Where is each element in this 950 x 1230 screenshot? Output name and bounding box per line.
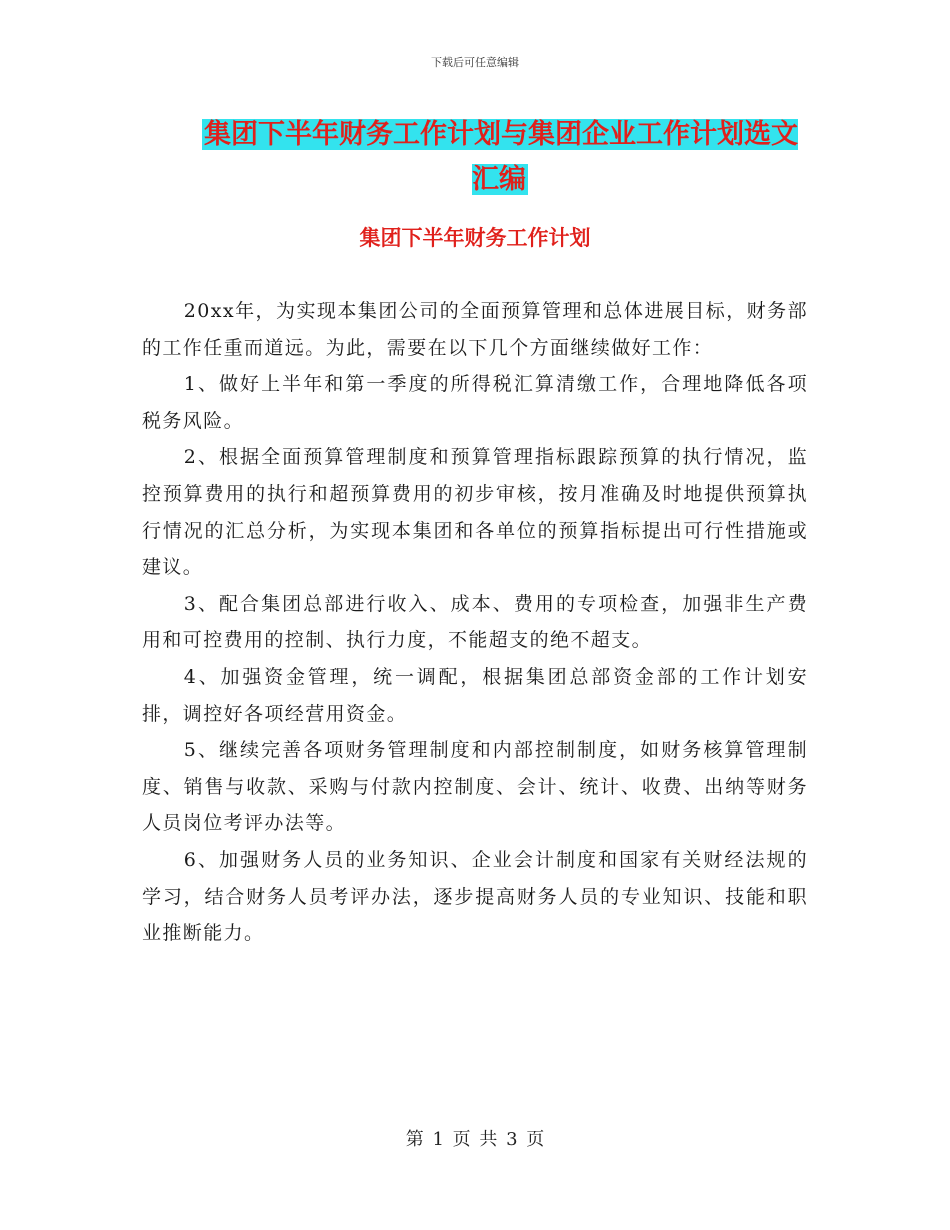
item-paragraph-4: 4、加强资金管理，统一调配，根据集团总部资金部的工作计划安排，调控好各项经营用资金。 <box>142 665 808 725</box>
header-note: 下载后可任意编辑 <box>431 56 519 69</box>
section-title: 集团下半年财务工作计划 <box>359 226 591 250</box>
page-footer: 第 1 页 共 3 页 <box>405 1129 545 1150</box>
document-title-highlight: 集团下半年财务工作计划与集团企业工作计划选文汇编 <box>204 119 798 195</box>
document-body <box>142 293 808 952</box>
document-title <box>190 112 810 202</box>
item-paragraph-1: 1、做好上半年和第一季度的所得税汇算清缴工作，合理地降低各项税务风险。 <box>142 373 808 432</box>
item-paragraph-2: 2、根据全面预算管理制度和预算管理指标跟踪预算的执行情况，监控预算费用的执行和超预算费用的初步审核，按月准确及时地提供预算执行情况的汇总分析，为实现本集团和各单位的预算指标提出可行性措施或建议。 <box>142 446 808 579</box>
item-paragraph-6: 6、加强财务人员的业务知识、企业会计制度和国家有关财经法规的学习，结合财务人员考评办法，逐步提高财务人员的专业知识、技能和职业推断能力。 <box>142 848 808 945</box>
item-paragraph-3: 3、配合集团总部进行收入、成本、费用的专项检查，加强非生产费用和可控费用的控制、执行力度，不能超支的绝不超支。 <box>142 592 808 652</box>
intro-paragraph: 20xx年，为实现本集团公司的全面预算管理和总体进展目标，财务部的工作任重而道远。为此，需要在以下几个方面继续做好工作： <box>142 300 808 359</box>
item-paragraph-5: 5、继续完善各项财务管理制度和内部控制制度，如财务核算管理制度、销售与收款、采购与付款内控制度、会计、统计、收费、出纳等财务人员岗位考评办法等。 <box>142 739 808 835</box>
